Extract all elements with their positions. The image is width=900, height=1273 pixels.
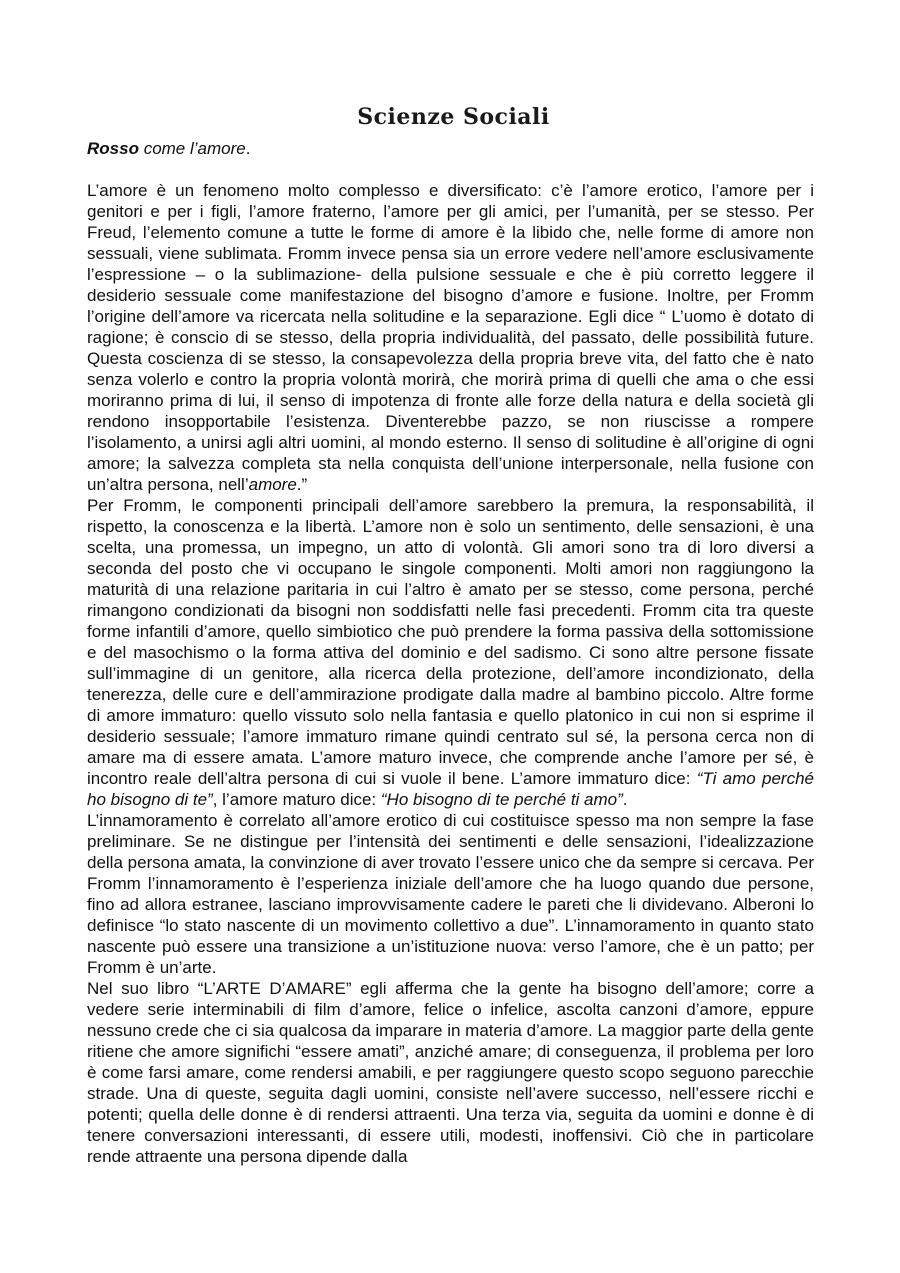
paragraph-2-text-3: . <box>622 790 628 809</box>
subtitle-bold-word: Rosso <box>87 139 139 158</box>
subtitle <box>87 138 814 159</box>
paragraph-3 <box>87 810 814 978</box>
paragraph-2 <box>87 495 814 810</box>
paragraph-2-italic-2: “Ho bisogno di te perché ti amo” <box>380 790 623 809</box>
paragraph-1-text-1: L’amore è un fenomeno molto complesso e diversificato: c’è l’amore erotico, l’amore per i genitori e per i figli, l’amore fraterno, l’amore per gli amici, per l’umanità, per se stesso. Per Freud, l’elemento comune a tutte le forme di amore è la libido che, nelle forme di amore non sessuali, viene sublimata. Fromm invece pensa sia un errore vedere nell’amore esclusivamente l’espressione – o la sublimazione- della pulsione sessuale e che è più corretto leggere il desiderio sessuale come manifestazione del bisogno d’amore e fusione. Inoltre, per Fromm l’origine dell’amore va ricercata nella solitudine e la separazione. Egli dice “ L’uomo è dotato di ragione; è conscio di se stesso, della propria individualità, del passato, delle possibilità future. Questa coscienza di se stesso, la consapevolezza della propria breve vita, del fatto che è nato senza volerlo e contro la propria volontà morirà, che morirà prima di quelli che ama o che essi moriranno prima di lui, il senso di impotenza di fronte alle forze della natura e della società gli rendono insopportabile l’esistenza. Diventerebbe pazzo, se non riuscisse a rompere l’isolamento, a unirsi agli altri uomini, al mondo esterno. Il senso di solitudine è all’origine di ogni amore; la salvezza completa sta nella conquista dell’unione interpersonale, nella fusione con un’altra persona, nell’ <box>87 181 814 494</box>
subtitle-period: . <box>245 139 251 158</box>
paragraph-3-text-1: L’innamoramento è correlato all’amore erotico di cui costituisce spesso ma non sempre la fase preliminare. Se ne distingue per l’intensità dei sentimenti e delle sensazioni, l’idealizzazione della persona amata, la convinzione di aver trovato l’essere unico che da sempre si cercava. Per Fromm l’innamoramento è l’esperienza iniziale dell’amore che ha luogo quando due persone, fino ad allora estranee, lasciano improvvisamente cadere le pareti che li dividevano. Alberoni lo definisce “lo stato nascente di un movimento collettivo a due”. L’innamoramento in quanto stato nascente può essere una transizione a un’istituzione nuova: verso l’amore, che è un patto; per Fromm è un’arte. <box>87 811 814 977</box>
paragraph-2-text-1: Per Fromm, le componenti principali dell’amore sarebbero la premura, la responsabilità, il rispetto, la conoscenza e la libertà. L’amore non è solo un sentimento, delle sensazioni, è una scelta, una promessa, un impegno, un atto di volontà. Gli amori sono tra di loro diversi a seconda del posto che vi occupano le singole componenti. Molti amori non raggiungono la maturità di una relazione paritaria in cui l’altro è amato per se stesso, come persona, perché rimangono condizionati da bisogni non soddisfatti nelle fasi precedenti. Fromm cita tra queste forme infantili d’amore, quello simbiotico che può prendere la forma passiva della sottomissione e del masochismo o la forma attiva del dominio e del sadismo. Ci sono altre persone fissate sull’immagine di un genitore, alla ricerca della protezione, dell’amore incondizionato, della tenerezza, delle cure e dell’ammirazione prodigate dalla madre al bambino piccolo. Altre forme di amore immaturo: quello vissuto solo nella fantasia e quello platonico in cui non si esprime il desiderio sessuale; l’amore immaturo rimane quindi centrato sul sé, la persona cerca non di amare ma di essere amata. L’amore maturo invece, che comprende anche l’amore per sé, è incontro reale dell’altra persona di cui si vuole il bene. L’amore immaturo dice: <box>87 496 814 788</box>
page-title: Scienze Sociali <box>357 104 550 130</box>
paragraph-1-italic-1: amore <box>248 475 297 494</box>
document-body <box>87 102 814 1167</box>
paragraph-4-text-1: Nel suo libro “L’ARTE D’AMARE” egli afferma che la gente ha bisogno dell’amore; corre a vedere serie interminabili di film d’amore, felice o infelice, ascolta canzoni d’amore, eppure nessuno crede che ci sia qualcosa da imparare in materia d’amore. La maggior parte della gente ritiene che amore significhi “essere amati”, anziché amare; di conseguenza, il problema per loro è come farsi amare, come rendersi amabili, e per raggiungere questo scopo seguono parecchie strade. Una di queste, seguita dagli uomini, consiste nell’avere successo, nell’essere ricchi e potenti; quella delle donne è di rendersi attraenti. Una terza via, seguita da uomini e donne è di tenere conversazioni interessanti, di essere utili, modesti, inoffensivi. Ciò che in particolare rende attraente una persona dipende dalla <box>87 979 814 1166</box>
paragraph-2-text-2: , l’amore maturo dice: <box>212 790 381 809</box>
paragraph-4 <box>87 978 814 1167</box>
paragraph-1 <box>87 180 814 495</box>
subtitle-italic-text: come l’amore <box>138 139 246 158</box>
text-body <box>87 180 814 1167</box>
paragraph-1-text-2: .” <box>296 475 308 494</box>
paragraph-2-italic-1: “Ti amo perché ho bisogno di te” <box>87 769 814 809</box>
